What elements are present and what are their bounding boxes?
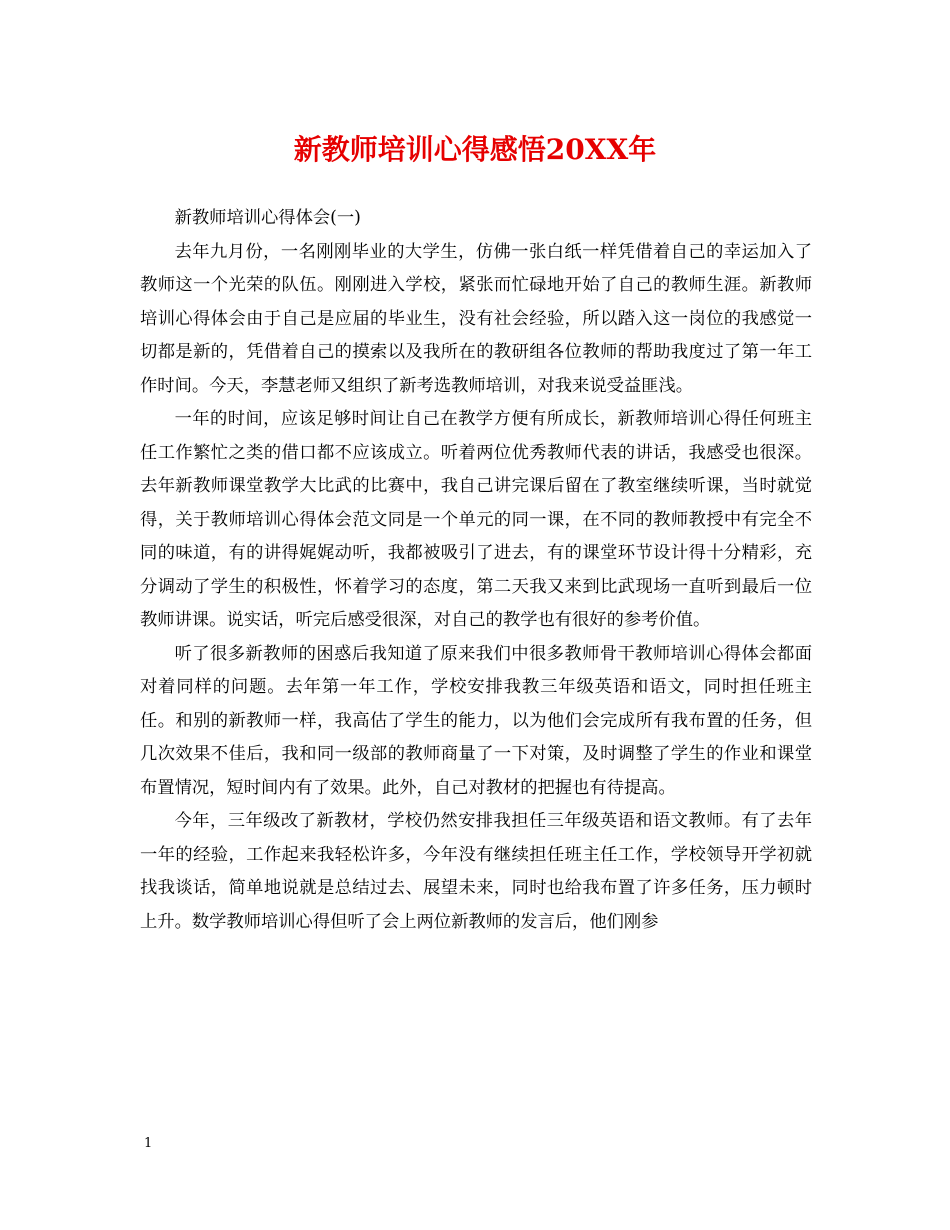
document-title: 新教师培训心得感悟20XX年: [293, 133, 657, 166]
document-body: [140, 202, 812, 939]
paragraph: 一年的时间，应该足够时间让自己在教学方便有所成长，新教师培训心得任何班主任工作繁忙之类的借口都不应该成立。听着两位优秀教师代表的讲话，我感受也很深。去年新教师课堂教学大比武的比赛中，我自己讲完课后留在了教室继续听课，当时就觉得，关于教师培训心得体会范文同是一个单元的同一课，在不同的教师教授中有完全不同的味道，有的讲得娓娓动听，我都被吸引了进去，有的课堂环节设计得十分精彩，充分调动了学生的积极性，怀着学习的态度，第二天我又来到比武现场一直听到最后一位教师讲课。说实话，听完后感受很深，对自己的教学也有很好的参考价值。: [140, 409, 812, 630]
paragraph: 去年九月份，一名刚刚毕业的大学生，仿佛一张白纸一样凭借着自己的幸运加入了教师这一个光荣的队伍。刚刚进入学校，紧张而忙碌地开始了自己的教师生涯。新教师培训心得体会由于自己是应届的毕业生，没有社会经验，所以踏入这一岗位的我感觉一切都是新的，凭借着自己的摸索以及我所在的教研组各位教师的帮助我度过了第一年工作时间。今天，李慧老师又组织了新考选教师培训，对我来说受益匪浅。: [140, 241, 812, 396]
paragraph-subtitle: 新教师培训心得体会(一): [174, 208, 361, 228]
paragraph: 今年，三年级改了新教材，学校仍然安排我担任三年级英语和语文教师。有了去年一年的经验，工作起来我轻松许多，今年没有继续担任班主任工作，学校领导开学初就找我谈话，简单地说就是总结过去、展望未来，同时也给我布置了许多任务，压力顿时上升。数学教师培训心得但听了会上两位新教师的发言后，他们刚参: [140, 811, 812, 932]
page-number: 1: [144, 1136, 153, 1151]
paragraph: 听了很多新教师的困惑后我知道了原来我们中很多教师骨干教师培训心得体会都面对着同样的问题。去年第一年工作，学校安排我教三年级英语和语文，同时担任班主任。和别的新教师一样，我高估了学生的能力，以为他们会完成所有我布置的任务，但几次效果不佳后，我和同一级部的教师商量了一下对策，及时调整了学生的作业和课堂布置情况，短时间内有了效果。此外，自己对教材的把握也有待提高。: [140, 643, 812, 798]
